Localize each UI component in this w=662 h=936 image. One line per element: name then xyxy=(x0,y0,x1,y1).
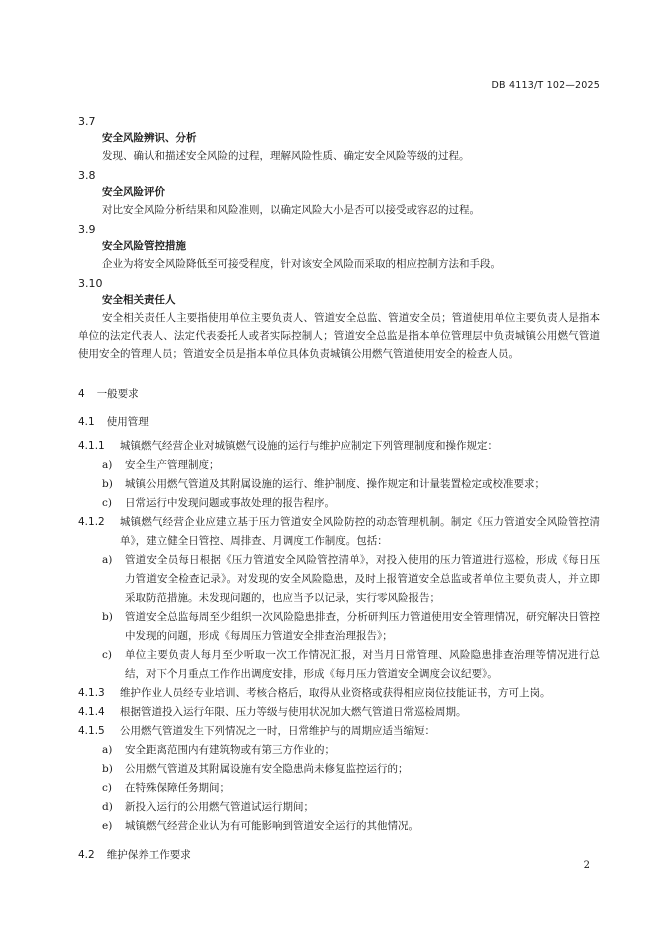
term-name: 安全风险评价 xyxy=(102,186,165,198)
term-3-9 xyxy=(78,222,600,273)
clause-text: 维护作业人员经专业培训、考核合格后，取得从业资格或获得相应岗位技能证书，方可上岗。 xyxy=(120,687,551,699)
list-item-label: a) xyxy=(102,459,113,471)
list-item-label: b) xyxy=(102,478,113,490)
clause-4-1-5 xyxy=(78,722,600,741)
term-name: 安全风险管控措施 xyxy=(102,240,186,252)
list-item-text: 日常运行中发现问题或事故处理的报告程序。 xyxy=(125,497,335,509)
term-name: 安全风险辨识、分析 xyxy=(102,132,197,144)
clause-number: 4.1.5 xyxy=(78,725,105,737)
clause-number: 4.1.2 xyxy=(78,516,105,528)
list-item-text: 城镇公用燃气管道及其附属设施的运行、维护制度、操作规定和计量装置检定或校准要求； xyxy=(125,478,545,490)
subsection-heading-4-2 xyxy=(78,846,600,864)
list-item-label: e) xyxy=(102,820,113,832)
clause-number: 4.1.1 xyxy=(78,440,105,452)
list-item xyxy=(78,817,600,836)
term-definition: 发现、确认和描述安全风险的过程，理解风险性质、确定安全风险等级的过程。 xyxy=(102,150,470,162)
list-item-label: c) xyxy=(102,649,112,661)
term-name: 安全相关责任人 xyxy=(102,294,176,306)
list-item-text: 公用燃气管道及其附属设施有安全隐患尚未修复监控运行的； xyxy=(125,763,409,775)
list-item-label: b) xyxy=(102,611,113,623)
section-title: 一般要求 xyxy=(96,388,139,400)
clause-4-1-4 xyxy=(78,703,600,722)
list-item-label: b) xyxy=(102,763,113,775)
clause-text: 公用燃气管道发生下列情况之一时，日常维护与的周期应适当缩短： xyxy=(120,725,435,737)
list-item xyxy=(78,779,600,798)
list-item-label: a) xyxy=(102,554,113,566)
clause-number: 4.1.4 xyxy=(78,706,105,718)
list-item-text: 管道安全总监每周至少组织一次风险隐患排查，分析研判压力管道使用安全管理情况，研究解决日管控中发现的问题，形成《每周压力管道安全排查治理报告》； xyxy=(125,611,600,642)
clause-4-1-1 xyxy=(78,437,600,456)
section-number: 4 xyxy=(78,388,85,400)
page-number: 2 xyxy=(583,860,590,871)
subsection-heading-4-1 xyxy=(78,413,600,431)
list-item xyxy=(78,798,600,817)
term-definition: 对比安全风险分析结果和风险准则，以确定风险大小是否可以接受或容忍的过程。 xyxy=(102,204,480,216)
list-item-text: 安全生产管理制度； xyxy=(125,459,220,471)
term-number: 3.7 xyxy=(78,115,96,128)
subsection-number: 4.2 xyxy=(78,849,95,861)
term-3-7 xyxy=(78,114,600,165)
page-content xyxy=(78,111,600,870)
list-item-text: 新投入运行的公用燃气管道试运行期间； xyxy=(125,801,314,813)
term-number: 3.9 xyxy=(78,223,96,236)
list-item xyxy=(78,608,600,646)
list-item-text: 单位主要负责人每月至少听取一次工作情况汇报，对当月日常管理、风险隐患排查治理等情况进行总结，对下个月重点工作作出调度安排，形成《每月压力管道安全调度会议纪要》。 xyxy=(125,649,600,680)
list-item-text: 安全距离范围内有建筑物或有第三方作业的； xyxy=(125,744,335,756)
list-item xyxy=(78,741,600,760)
list-item xyxy=(78,475,600,494)
term-3-8 xyxy=(78,168,600,219)
list-item xyxy=(78,551,600,608)
list-item-label: a) xyxy=(102,744,113,756)
clause-text: 城镇燃气经营企业对城镇燃气设施的运行与维护应制定下列管理制度和操作规定： xyxy=(120,440,498,452)
document-code: DB 4113/T 102—2025 xyxy=(491,80,600,91)
clause-number: 4.1.3 xyxy=(78,687,105,699)
clause-text: 根据管道投入运行年限、压力等级与使用状况加大燃气管道日常巡检周期。 xyxy=(120,706,467,718)
clause-text: 城镇燃气经营企业应建立基于压力管道安全风险防控的动态管理机制。制定《压力管道安全风险管控清单》，建立健全日管控、周排查、月调度工作制度。包括： xyxy=(120,516,600,547)
list-item-label: c) xyxy=(102,782,112,794)
subsection-title: 使用管理 xyxy=(106,416,149,428)
list-item xyxy=(78,646,600,684)
subsection-title: 维护保养工作要求 xyxy=(106,849,191,861)
list-item-label: c) xyxy=(102,497,112,509)
clause-4-1-3 xyxy=(78,684,600,703)
list-item xyxy=(78,456,600,475)
list-item-text: 城镇燃气经营企业认为有可能影响到管道安全运行的其他情况。 xyxy=(125,820,419,832)
section-heading-4 xyxy=(78,385,600,403)
list-item xyxy=(78,760,600,779)
subsection-number: 4.1 xyxy=(78,416,95,428)
list-item xyxy=(78,494,600,513)
list-item-text: 在特殊保障任务期间； xyxy=(125,782,230,794)
term-definition: 安全相关责任人主要指使用单位主要负责人、管道安全总监、管道安全员；管道使用单位主要负责人是指本单位的法定代表人、法定代表委托人或者实际控制人；管道安全总监是指本单位管理层中负责城镇公用燃气管道使用安全的管理人员；管道安全员是指本单位具体负责城镇公用燃气管道使用安全的检查人员。 xyxy=(78,312,600,360)
list-item-label: d) xyxy=(102,801,113,813)
term-3-10 xyxy=(78,276,600,363)
list-item-text: 管道安全员每日根据《压力管道安全风险管控清单》，对投入使用的压力管道进行巡检，形成《每日压力管道安全检查记录》。对发现的安全风险隐患，及时上报管道安全总监或者单位主要负责人，并立即采取防范措施。未发现问题的，也应当予以记录，实行零风险报告； xyxy=(125,554,600,604)
term-number: 3.8 xyxy=(78,169,96,182)
term-number: 3.10 xyxy=(78,277,103,290)
clause-4-1-2 xyxy=(78,513,600,551)
term-definition: 企业为将安全风险降低至可接受程度，针对该安全风险而采取的相应控制方法和手段。 xyxy=(102,258,501,270)
